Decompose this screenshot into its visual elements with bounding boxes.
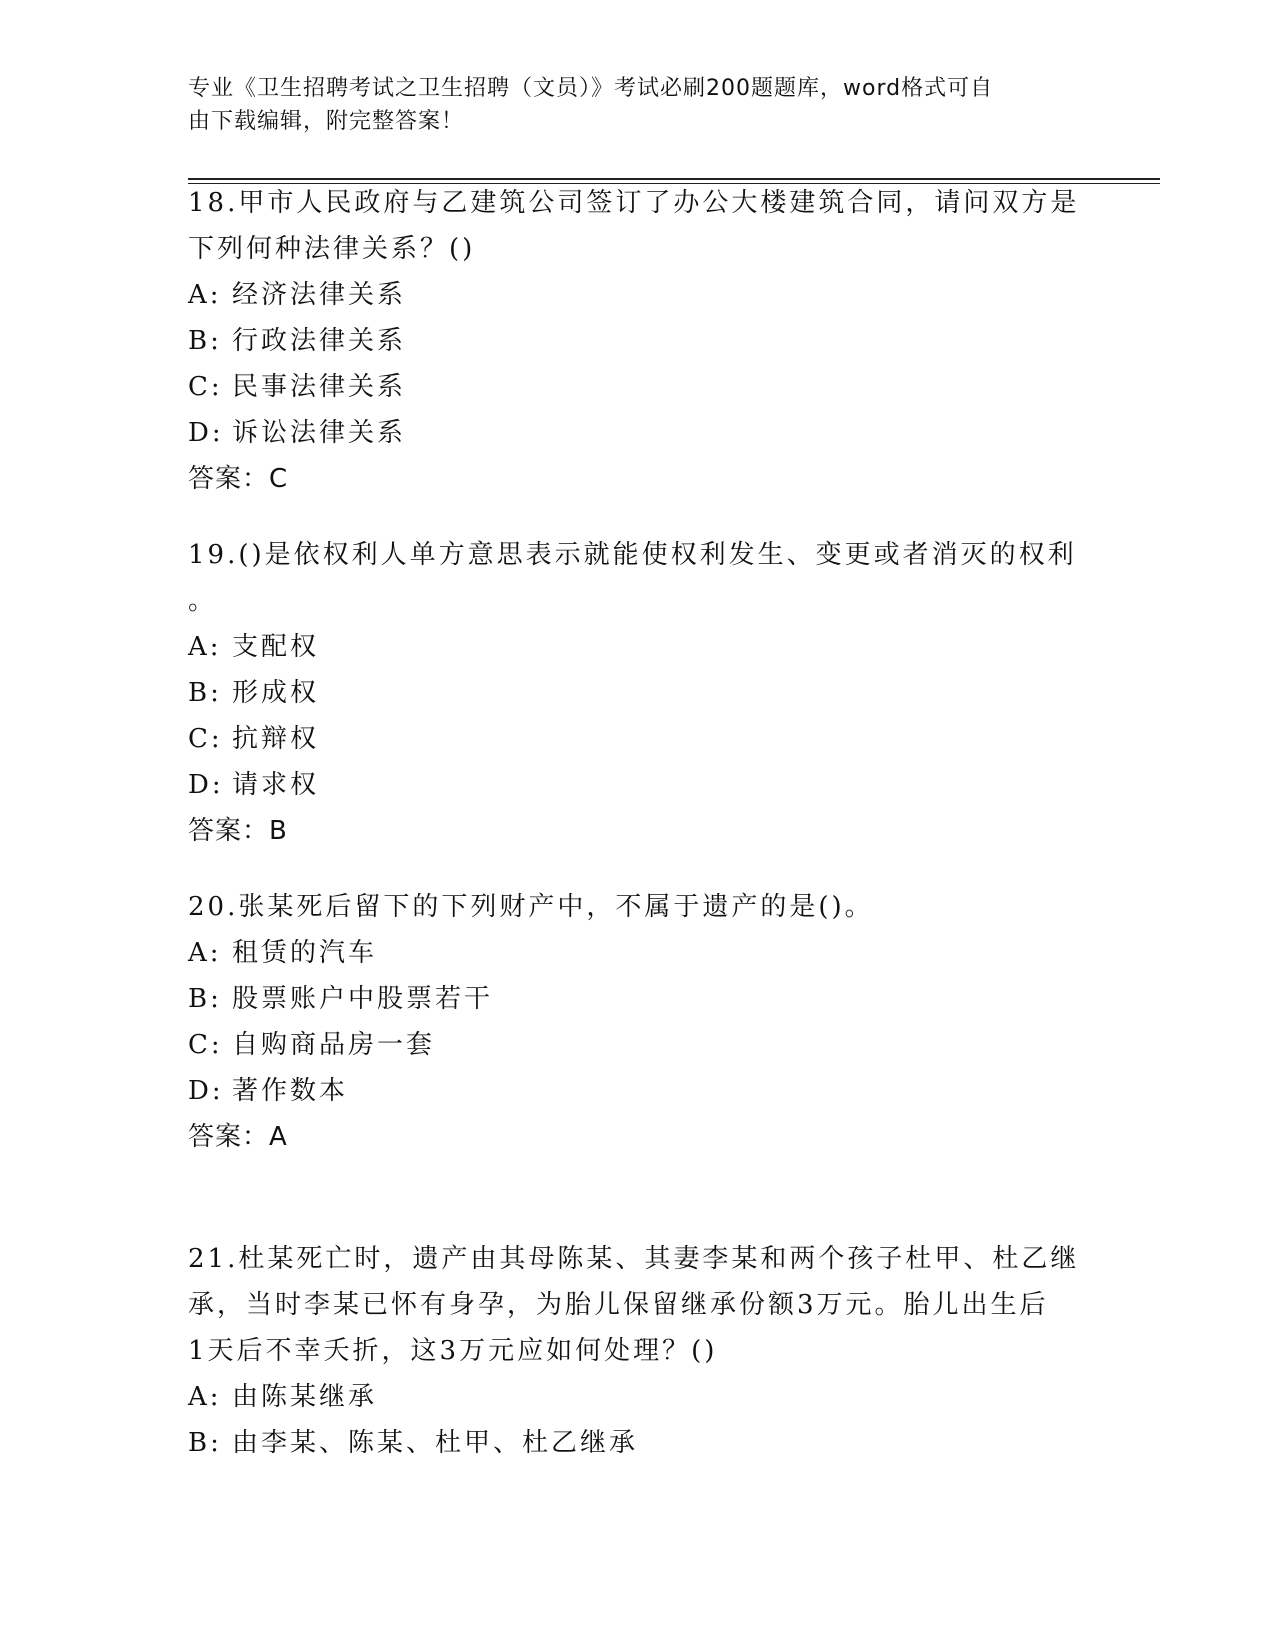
option-text: 行政法律关系 (232, 326, 407, 356)
stem-line: 1天后不幸夭折，这3万元应如何处理？() (188, 1336, 718, 1366)
option-text: 抗辩权 (232, 724, 320, 754)
option-letter: C: (188, 372, 223, 402)
question-21 (188, 1236, 1088, 1466)
option-letter: A: (188, 1382, 222, 1412)
header-line-1: 专业《卫生招聘考试之卫生招聘（文员）》考试必刷200题题库，word格式可自 (188, 76, 994, 101)
stem-line: 19.()是依权利人单方意思表示就能使权利发生、变更或者消灭的权利 (188, 540, 1077, 570)
option-letter: B: (188, 678, 222, 708)
option-b (188, 1420, 1088, 1466)
answer-label: 答案： (188, 464, 270, 494)
stem-line: 下列何种法律关系？() (188, 234, 476, 264)
stem-line: 。 (188, 586, 218, 616)
option-d (188, 1068, 1088, 1114)
question-stem (188, 180, 1088, 272)
option-letter: D: (188, 1076, 224, 1106)
option-c (188, 1022, 1088, 1068)
option-letter: C: (188, 724, 223, 754)
option-a (188, 930, 1088, 976)
option-c (188, 716, 1088, 762)
option-d (188, 410, 1088, 456)
option-b (188, 318, 1088, 364)
answer-line (188, 1114, 1088, 1160)
answer-value: A (269, 1122, 288, 1152)
option-letter: D: (188, 770, 224, 800)
stem-line: 20.张某死后留下的下列财产中，不属于遗产的是()。 (188, 892, 874, 922)
option-c (188, 364, 1088, 410)
option-letter: A: (188, 632, 222, 662)
option-text: 租赁的汽车 (232, 938, 378, 968)
answer-value: C (269, 464, 289, 494)
answer-value: B (269, 816, 288, 846)
stem-line: 21.杜某死亡时，遗产由其母陈某、其妻李某和两个孩子杜甲、杜乙继 (188, 1244, 1080, 1274)
option-letter: C: (188, 1030, 223, 1060)
question-20 (188, 884, 1088, 1160)
answer-line (188, 456, 1088, 502)
stem-line: 18.甲市人民政府与乙建筑公司签订了办公大楼建筑合同，请问双方是 (188, 188, 1080, 218)
option-b (188, 976, 1088, 1022)
option-letter: A: (188, 938, 222, 968)
option-letter: A: (188, 280, 222, 310)
option-letter: D: (188, 418, 224, 448)
option-text: 著作数本 (232, 1076, 349, 1106)
option-text: 诉讼法律关系 (232, 418, 407, 448)
option-text: 由李某、陈某、杜甲、杜乙继承 (232, 1428, 639, 1458)
option-text: 自购商品房一套 (232, 1030, 436, 1060)
document-header (188, 72, 1078, 138)
option-b (188, 670, 1088, 716)
option-text: 请求权 (232, 770, 320, 800)
option-text: 经济法律关系 (232, 280, 407, 310)
option-a (188, 272, 1088, 318)
option-text: 民事法律关系 (232, 372, 407, 402)
option-text: 形成权 (232, 678, 320, 708)
question-stem (188, 884, 1088, 930)
option-text: 股票账户中股票若干 (232, 984, 494, 1014)
option-letter: B: (188, 984, 222, 1014)
header-line-2: 由下载编辑，附完整答案！ (188, 109, 465, 134)
stem-line: 承，当时李某已怀有身孕，为胎儿保留继承份额3万元。胎儿出生后 (188, 1290, 1049, 1320)
option-d (188, 762, 1088, 808)
option-letter: B: (188, 326, 222, 356)
answer-label: 答案： (188, 1122, 270, 1152)
question-stem (188, 1236, 1088, 1374)
question-18 (188, 180, 1088, 502)
question-stem (188, 532, 1088, 624)
option-a (188, 1374, 1088, 1420)
answer-label: 答案： (188, 816, 270, 846)
option-text: 支配权 (232, 632, 320, 662)
option-text: 由陈某继承 (232, 1382, 378, 1412)
answer-line (188, 808, 1088, 854)
option-a (188, 624, 1088, 670)
option-letter: B: (188, 1428, 222, 1458)
question-19 (188, 532, 1088, 854)
